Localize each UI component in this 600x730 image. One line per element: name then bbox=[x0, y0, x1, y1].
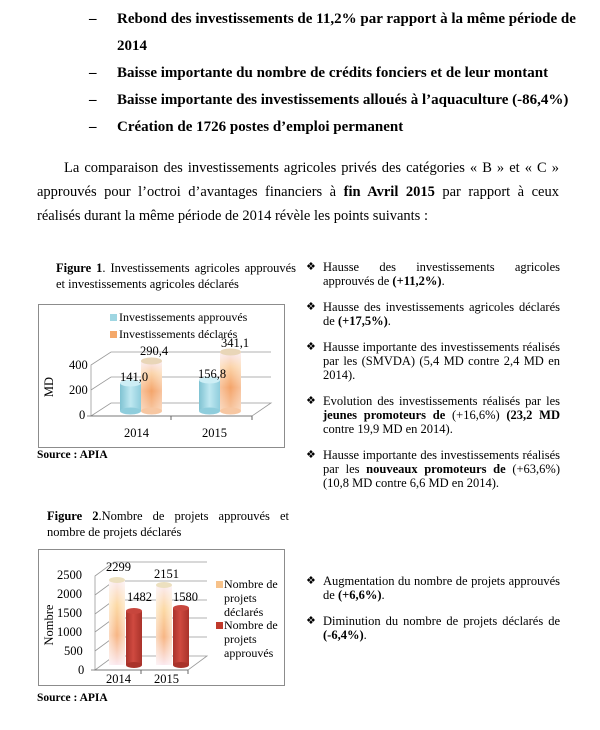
diamond-bullet-icon: ❖ bbox=[306, 395, 316, 407]
dash-bullet-icon: – bbox=[89, 11, 97, 27]
svg-text:400: 400 bbox=[69, 358, 88, 372]
diamond-bullet-icon: ❖ bbox=[306, 615, 316, 627]
intro-paragraph: La comparaison des investissements agricoles privés des catégories « B » et « C » approuvés pour l’octroi d’avantages financiers à fin Avril 2015 par rapport à ceux réalisés durant la même période de 2014 révèle les points suivants : bbox=[37, 160, 559, 224]
svg-text:141,0: 141,0 bbox=[120, 370, 149, 384]
summary-item: – Création de 1726 postes d’emploi permanent bbox=[89, 114, 587, 141]
dash-bullet-icon: – bbox=[89, 92, 97, 108]
finding-item: ❖ Hausse des investissements agricoles approuvés de (+11,2%). bbox=[306, 260, 560, 288]
legend-label-declares-2: projets bbox=[224, 591, 257, 605]
summary-item: – Baisse importante du nombre de crédits fonciers et de leur montant bbox=[89, 60, 587, 87]
y-axis-label: Nombre bbox=[42, 604, 56, 646]
figure1-source: Source : APIA bbox=[37, 449, 108, 461]
legend-swatch-approuves bbox=[216, 622, 223, 629]
diamond-bullet-icon: ❖ bbox=[306, 449, 316, 461]
svg-text:341,1: 341,1 bbox=[221, 336, 250, 350]
legend-label-approuves: Investissements approuvés bbox=[119, 310, 248, 324]
svg-text:0: 0 bbox=[79, 408, 86, 422]
figure1-findings bbox=[306, 260, 560, 490]
svg-text:1000: 1000 bbox=[57, 625, 82, 639]
svg-text:156,8: 156,8 bbox=[198, 367, 227, 381]
y-axis-label: MD bbox=[42, 376, 56, 398]
legend-swatch-declares bbox=[216, 581, 223, 588]
summary-item: – Baisse importante des investissements alloués à l’aquaculture (-86,4%) bbox=[89, 87, 587, 114]
finding-item: ❖ Evolution des investissements réalisés par les jeunes promoteurs de (+16,6%) (23,2 MD contre 19,9 MD en 2014). bbox=[306, 394, 560, 436]
summary-list bbox=[89, 6, 587, 141]
svg-text:2299: 2299 bbox=[106, 560, 131, 574]
figure1-chart bbox=[38, 304, 285, 448]
svg-text:0: 0 bbox=[78, 663, 85, 677]
svg-text:1580: 1580 bbox=[173, 590, 198, 604]
svg-text:2015: 2015 bbox=[154, 672, 179, 685]
legend-swatch-declares bbox=[110, 331, 117, 338]
figure1-chart-svg bbox=[39, 305, 284, 447]
svg-text:2500: 2500 bbox=[57, 568, 82, 582]
legend-label-approuves-2: projets bbox=[224, 632, 257, 646]
finding-item: ❖ Hausse des investissements agricoles déclarés de (+17,5%). bbox=[306, 300, 560, 328]
finding-item: ❖ Diminution du nombre de projets déclarés de (-6,4%). bbox=[306, 614, 560, 642]
figure1-caption: Figure 1. Investissements agricoles approuvés et investissements agricoles déclarés bbox=[56, 261, 296, 291]
legend-label-approuves-3: approuvés bbox=[224, 646, 274, 660]
legend-swatch-approuves bbox=[110, 314, 117, 321]
figure2-caption: Figure 2.Nombre de projets approuvés et nombre de projets déclarés bbox=[47, 509, 289, 539]
svg-text:2015: 2015 bbox=[202, 426, 227, 440]
figure2-findings bbox=[306, 574, 560, 642]
svg-text:290,4: 290,4 bbox=[140, 344, 169, 358]
svg-text:1500: 1500 bbox=[57, 606, 82, 620]
figure2-chart-svg bbox=[39, 550, 284, 685]
diamond-bullet-icon: ❖ bbox=[306, 261, 316, 273]
svg-text:2000: 2000 bbox=[57, 587, 82, 601]
legend-label-declares-3: déclarés bbox=[224, 605, 264, 619]
summary-item: – Rebond des investissements de 11,2% par rapport à la même période de 2014 bbox=[89, 6, 587, 60]
svg-text:500: 500 bbox=[64, 644, 83, 658]
svg-text:2151: 2151 bbox=[154, 567, 179, 581]
finding-item: ❖ Hausse importante des investissements réalisés par les (SMVDA) (5,4 MD contre 2,4 MD en 2014). bbox=[306, 340, 560, 382]
diamond-bullet-icon: ❖ bbox=[306, 301, 316, 313]
svg-text:200: 200 bbox=[69, 383, 88, 397]
svg-text:1482: 1482 bbox=[127, 590, 152, 604]
svg-text:2014: 2014 bbox=[106, 672, 131, 685]
dash-bullet-icon: – bbox=[89, 65, 97, 81]
figure2-chart bbox=[38, 549, 285, 686]
legend-label-declares-1: Nombre de bbox=[224, 577, 278, 591]
svg-text:2014: 2014 bbox=[124, 426, 149, 440]
dash-bullet-icon: – bbox=[89, 119, 97, 135]
legend-label-declares: Investissements déclarés bbox=[119, 327, 238, 341]
diamond-bullet-icon: ❖ bbox=[306, 341, 316, 353]
legend-label-approuves-1: Nombre de bbox=[224, 618, 278, 632]
figure2-source: Source : APIA bbox=[37, 692, 108, 704]
finding-item: ❖ Augmentation du nombre de projets approuvés de (+6,6%). bbox=[306, 574, 560, 602]
finding-item: ❖ Hausse importante des investissements réalisés par les nouveaux promoteurs de (+63,6%) (10,8 MD contre 6,6 MD en 2014). bbox=[306, 448, 560, 490]
diamond-bullet-icon: ❖ bbox=[306, 575, 316, 587]
